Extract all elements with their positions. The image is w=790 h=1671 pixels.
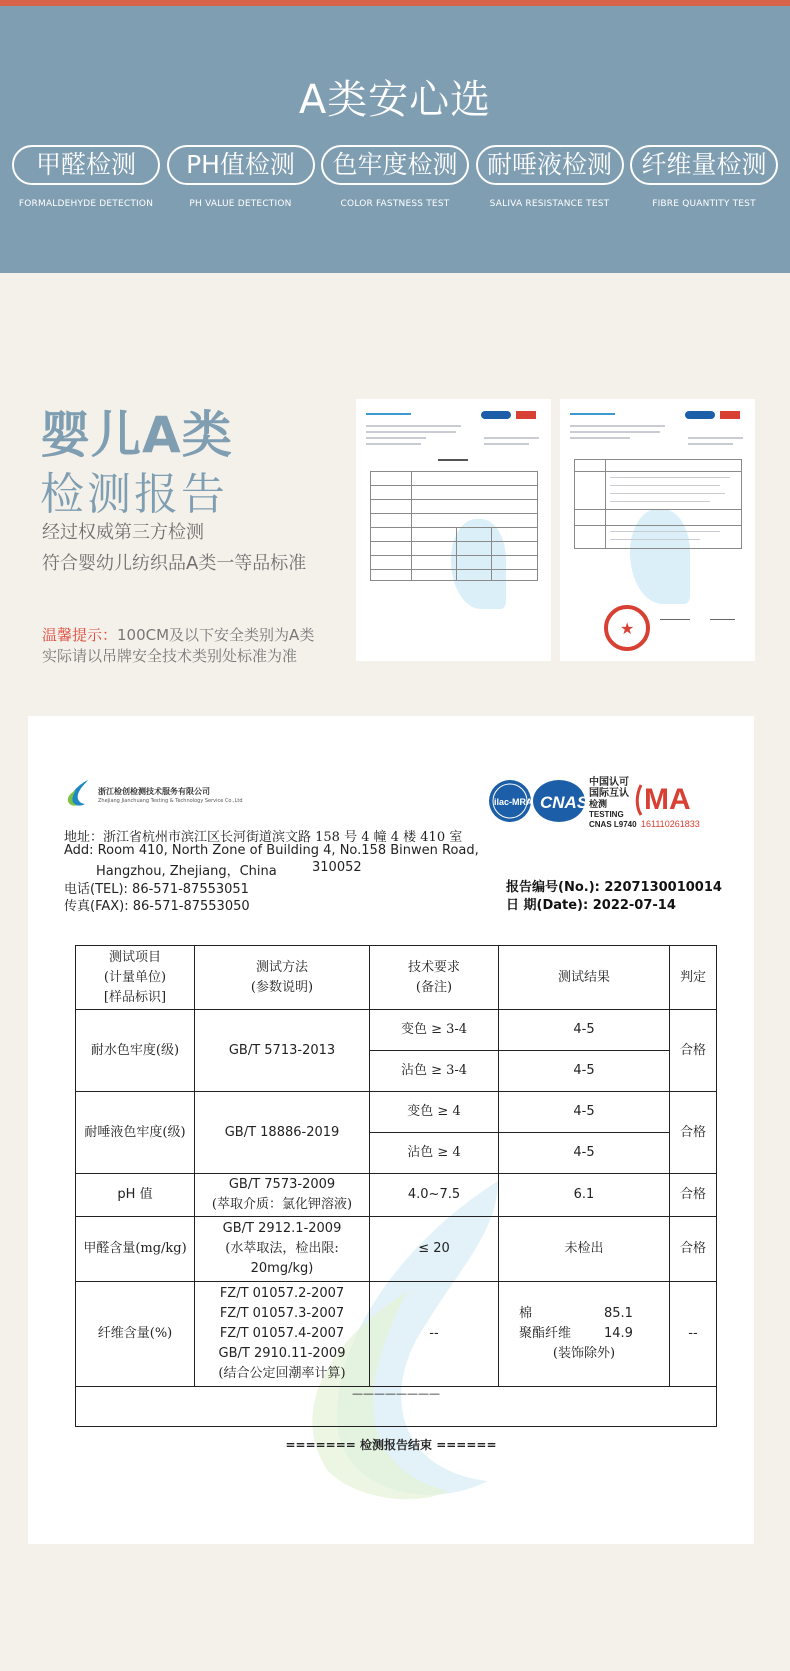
company-logo-icon — [64, 778, 94, 808]
test-badge-ph — [167, 145, 315, 209]
text-line — [366, 431, 456, 433]
text-line — [610, 493, 725, 494]
test-badge-english: COLOR FASTNESS TEST — [340, 199, 450, 209]
cma-logo: MA — [644, 783, 691, 816]
ph-item: pH 值 — [76, 1174, 195, 1217]
company-name: 浙江检创检测技术服务有限公司 — [98, 787, 210, 796]
saliva-fastness-result-1: 4-5 — [499, 1092, 670, 1133]
test-items-banner — [0, 6, 790, 273]
water-fastness-item: 耐水色牢度(级) — [76, 1010, 195, 1092]
thumbnail-table — [370, 471, 538, 581]
cma-logo — [516, 411, 536, 419]
test-badge-formaldehyde — [12, 145, 160, 209]
table-rule — [574, 471, 742, 472]
table-row — [76, 1174, 717, 1217]
test-badge-english: PH VALUE DETECTION — [189, 199, 292, 209]
water-fastness-method: GB/T 5713-2013 — [195, 1010, 370, 1092]
test-badge-color-fastness — [321, 145, 469, 209]
test-badge-english: FORMALDEHYDE DETECTION — [18, 199, 154, 209]
table-row — [76, 1092, 717, 1133]
text-line — [610, 485, 720, 486]
warm-tip-text: 100CM及以下安全类别为A类 — [117, 626, 315, 644]
table-rule — [370, 527, 538, 528]
table-footer-row — [76, 1387, 717, 1427]
report-subtitle-2: 符合婴幼儿纺织品A类一等品标准 — [42, 553, 307, 574]
text-line — [610, 531, 720, 532]
report-thumbnail-page-1 — [356, 399, 551, 661]
water-fastness-judge: 合格 — [670, 1010, 717, 1092]
table-rule — [370, 499, 538, 500]
table-rule — [456, 527, 457, 581]
table-end-dash: ———————— — [76, 1387, 717, 1427]
table-rule — [370, 569, 538, 570]
saliva-fastness-req-1: 变色 ≥ 4 — [370, 1092, 499, 1133]
text-line — [438, 459, 468, 461]
table-rule — [411, 471, 412, 581]
header-test-method: 测试方法 (参数说明) — [195, 946, 370, 1010]
svg-text:ilac-MRA: ilac-MRA — [494, 797, 533, 807]
address-english-2: Hangzhou, Zhejiang，China — [96, 864, 277, 879]
text-line — [366, 437, 426, 439]
warm-tip-note: 实际请以吊牌安全技术类别处标准为准 — [42, 647, 298, 665]
table-row — [76, 1010, 717, 1051]
test-badge-saliva — [476, 145, 624, 209]
table-rule — [370, 485, 538, 486]
fax: 传真(FAX): 86-571-87553050 — [64, 899, 250, 914]
water-fastness-req-2: 沾色 ≥ 3-4 — [370, 1051, 499, 1092]
report-subtitle-1: 经过权威第三方检测 — [42, 522, 204, 543]
text-line — [366, 425, 461, 427]
ph-method: GB/T 7573-2009 (萃取介质：氯化钾溶液) — [195, 1174, 370, 1217]
header-judgement: 判定 — [670, 946, 717, 1010]
table-header-row — [76, 946, 717, 1010]
water-fastness-result-1: 4-5 — [499, 1010, 670, 1051]
signature — [710, 619, 735, 620]
saliva-fastness-judge: 合格 — [670, 1092, 717, 1174]
test-badge-label: 色牢度检测 — [321, 145, 469, 185]
warm-tip — [42, 624, 314, 645]
company-name-english: Zhejiang Jianchuang Testing & Technology Service Co.,Ltd — [98, 798, 243, 804]
formaldehyde-requirement: ≤ 20 — [370, 1217, 499, 1282]
accreditation-logos — [488, 771, 738, 831]
thumbnail-table — [574, 459, 742, 549]
table-rule — [605, 459, 606, 549]
text-line — [688, 443, 733, 445]
table-row — [76, 1282, 717, 1387]
text-line — [570, 431, 660, 433]
logo-mark — [366, 413, 411, 415]
cnas-text-2: 国际互认 — [589, 788, 629, 799]
cma-number: 161110261833 — [641, 819, 700, 829]
fiber-method: FZ/T 01057.2-2007 FZ/T 01057.3-2007 FZ/T 01057.4-2007 GB/T 2910.11-2009 (结合公定回潮率计算) — [195, 1282, 370, 1387]
table-rule — [574, 525, 742, 526]
report-date: 日 期(Date): 2022-07-14 — [506, 898, 676, 913]
header-test-item: 测试项目 (计量单位) [样品标识] — [76, 946, 195, 1010]
saliva-fastness-req-2: 沾色 ≥ 4 — [370, 1133, 499, 1174]
text-line — [610, 539, 700, 540]
cnas-text-3: 检测 — [589, 799, 608, 809]
text-line — [610, 501, 710, 502]
header-result: 测试结果 — [499, 946, 670, 1010]
text-line — [484, 437, 539, 439]
fiber-result: 棉 85.1 聚酯纤维 14.9 (装饰除外) — [499, 1282, 670, 1387]
test-badge-label: PH值检测 — [167, 145, 315, 185]
formaldehyde-item: 甲醛含量(mg/kg) — [76, 1217, 195, 1282]
report-heading-line1: 婴儿A类 — [40, 406, 233, 464]
cnas-number: CNAS L9740 — [589, 820, 637, 829]
text-line — [484, 443, 529, 445]
fiber-item: 纤维含量(%) — [76, 1282, 195, 1387]
cma-logo — [720, 411, 740, 419]
report-end-line: ======= 检测报告结束 ====== — [285, 1438, 497, 1452]
test-badge-fibre — [630, 145, 778, 209]
text-line — [610, 477, 730, 478]
fiber-judge: -- — [670, 1282, 717, 1387]
test-results-table — [75, 945, 717, 1427]
cma-c-mark — [637, 785, 641, 815]
saliva-fastness-method: GB/T 18886-2019 — [195, 1092, 370, 1174]
fiber-requirement: -- — [370, 1282, 499, 1387]
report-thumbnail-page-2 — [560, 399, 755, 661]
table-rule — [370, 541, 538, 542]
text-line — [688, 437, 743, 439]
saliva-fastness-result-2: 4-5 — [499, 1133, 670, 1174]
test-badge-english: FIBRE QUANTITY TEST — [652, 199, 756, 209]
table-row — [76, 1217, 717, 1282]
header-requirement: 技术要求 (备注) — [370, 946, 499, 1010]
ph-result: 6.1 — [499, 1174, 670, 1217]
ph-judge: 合格 — [670, 1174, 717, 1217]
test-badge-english: SALIVA RESISTANCE TEST — [489, 199, 610, 209]
saliva-fastness-item: 耐唾液色牢度(级) — [76, 1092, 195, 1174]
test-badges — [12, 145, 778, 209]
test-badge-label: 纤维量检测 — [630, 145, 778, 185]
address-english-1: Add: Room 410, North Zone of Building 4, No.158 Binwen Road, — [64, 843, 479, 858]
test-badge-label: 耐唾液检测 — [476, 145, 624, 185]
text-line — [570, 437, 630, 439]
water-fastness-req-1: 变色 ≥ 3-4 — [370, 1010, 499, 1051]
text-line — [570, 425, 665, 427]
test-report-document — [28, 716, 754, 1544]
text-line — [366, 443, 421, 445]
cnas-logo — [685, 411, 715, 419]
report-heading-line2: 检测报告 — [40, 469, 228, 520]
test-badge-label: 甲醛检测 — [12, 145, 160, 185]
formaldehyde-result: 未检出 — [499, 1217, 670, 1282]
signature — [660, 619, 690, 620]
formaldehyde-judge: 合格 — [670, 1217, 717, 1282]
telephone: 电话(TEL): 86-571-87553051 — [64, 882, 249, 897]
logo-mark — [570, 413, 615, 415]
report-number: 报告编号(No.): 2207130010014 — [506, 880, 722, 895]
cnas-text-1: 中国认可 — [589, 777, 629, 788]
formaldehyde-method: GB/T 2912.1-2009 (水萃取法，检出限: 20mg/kg) — [195, 1217, 370, 1282]
table-rule — [491, 527, 492, 581]
cnas-testing: TESTING — [589, 810, 624, 819]
address-chinese: 地址：浙江省杭州市滨江区长河街道滨文路 158 号 4 幢 4 楼 410 室 — [64, 830, 463, 845]
table-rule — [370, 513, 538, 514]
svg-text:CNAS: CNAS — [540, 793, 589, 812]
postcode: 310052 — [312, 860, 362, 875]
warm-tip-label: 温馨提示： — [42, 626, 118, 644]
seal-star-icon: ★ — [620, 619, 635, 638]
table-rule — [370, 555, 538, 556]
cnas-logo — [481, 411, 511, 419]
banner-title: A类安心选 — [298, 77, 492, 123]
table-rule — [574, 509, 742, 510]
ph-requirement: 4.0~7.5 — [370, 1174, 499, 1217]
water-fastness-result-2: 4-5 — [499, 1051, 670, 1092]
